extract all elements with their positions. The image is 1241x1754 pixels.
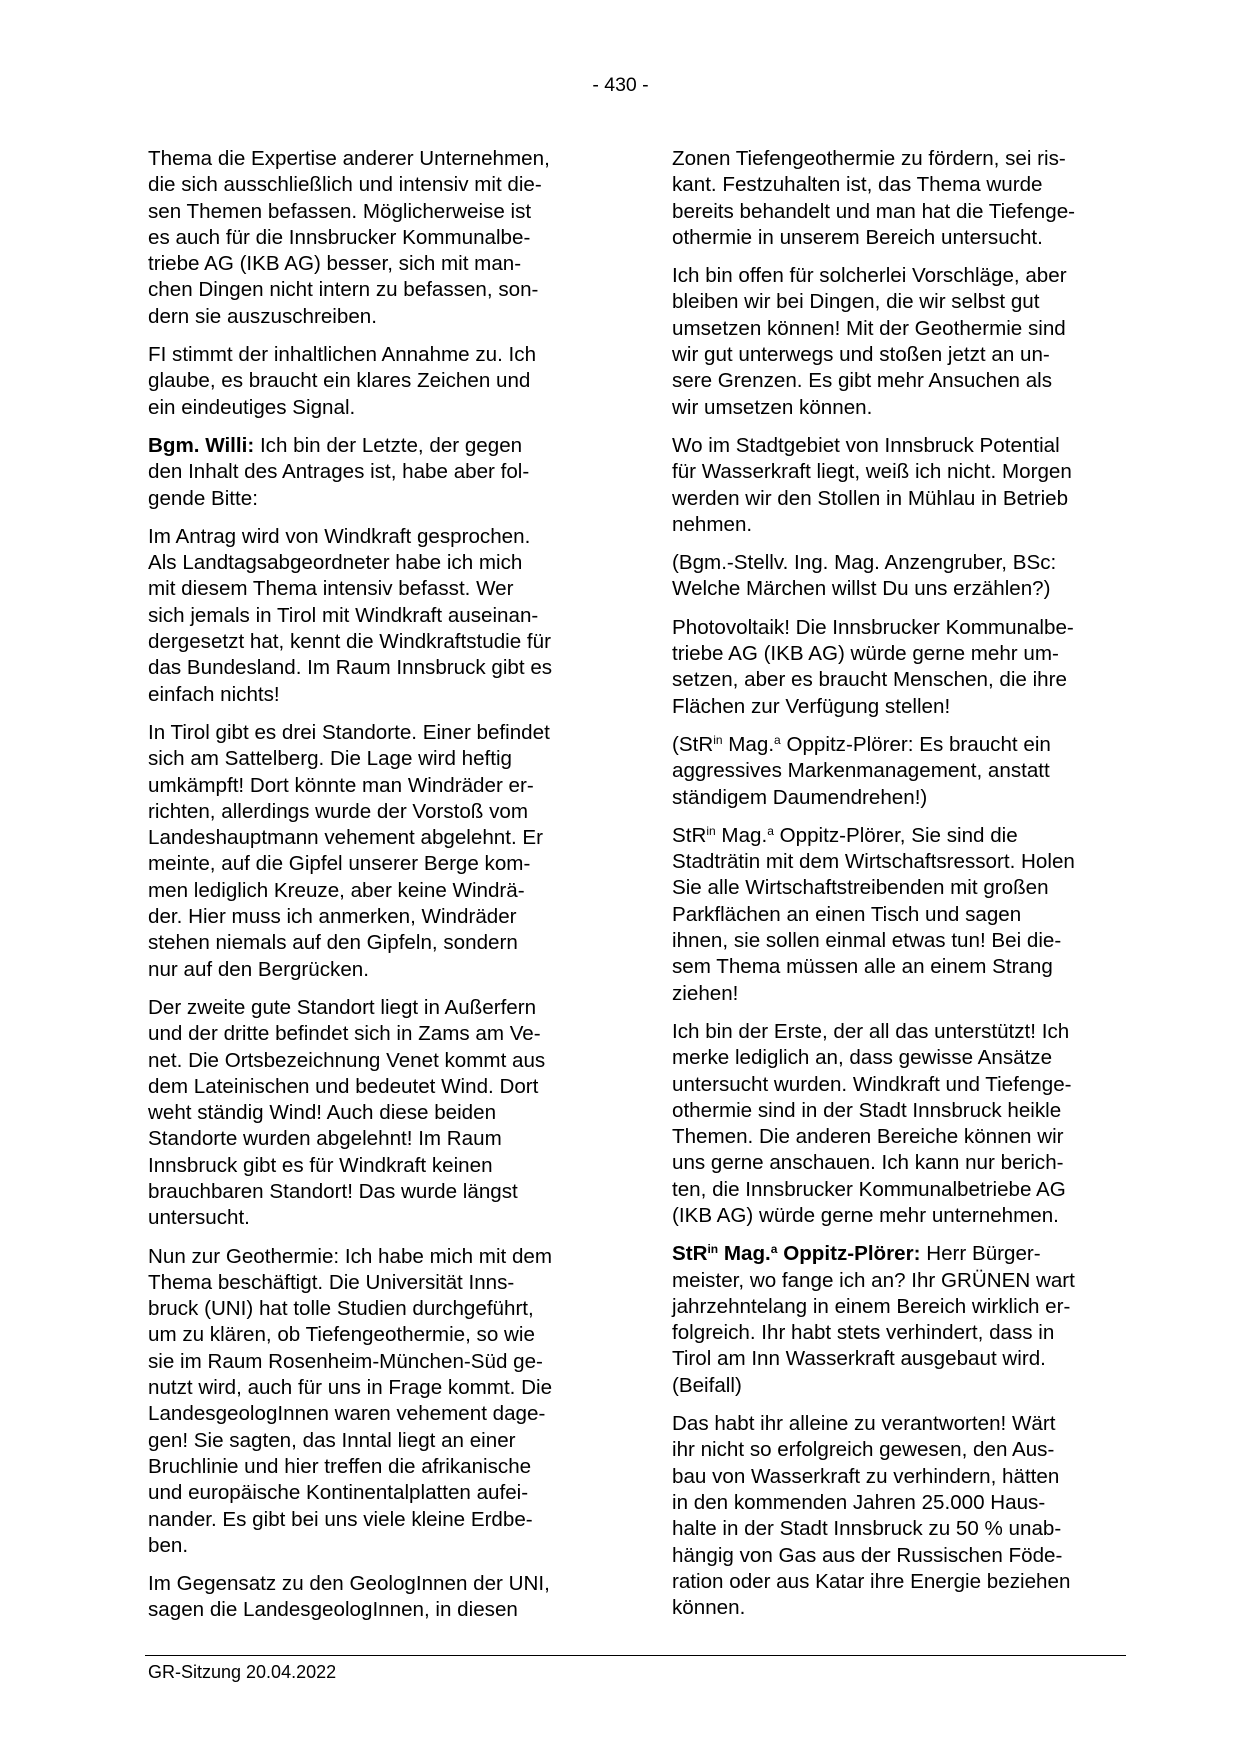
paragraph: Ich bin offen für solcherlei Vorschläge, aber bleiben wir bei Dingen, die wir selbst gut umsetzen können! Mit der Geothermie sind wir gut unterwegs und stoßen jetzt an un- sere Grenzen. Es gibt mehr Ansuchen als wir umsetzen können. [672, 264, 1067, 419]
paragraph: Wo im Stadtgebiet von Innsbruck Potential für Wasserkraft liegt, weiß ich nicht. Morgen werden wir den Stollen in Mühlau in Betrieb nehmen. [672, 433, 1072, 536]
interjection: (StR$^{in}$ Mag.$^a$ Oppitz-Plörer: Es braucht ein aggressives Markenmanagement, anstatt ständigem Daumendrehen!) [672, 732, 1051, 809]
paragraph: Nun zur Geothermie: Ich habe mich mit dem Thema beschäftigt. Die Universität Inns- bruck (UNI) hat tolle Studien durchgeführt, um zu klären, ob Tiefengeothermie, so wie sie im Raum Rosenheim-München-Süd ge- nutzt wird, auch für uns in Frage kommt. Die LandesgeologInnen waren vehement dage- gen! Sie sagten, das Inntal liegt an einer Bruchlinie und hier treffen die afrikanische und europäische Kontinentalplatten aufei- nander. Es gibt bei uns viele kleine Erdbe- ben. [148, 1244, 553, 1557]
footer-session-date: GR-Sitzung 20.04.2022 [148, 1662, 337, 1682]
paragraph: Im Gegensatz zu den GeologInnen der UNI, sagen die LandesgeologInnen, in diesen [148, 1572, 550, 1622]
speech-paragraph: StR$^{in}$ Mag.$^a$ Oppitz-Plörer: Herr Bürger- meister, wo fange ich an? Ihr GRÜNEN wart jahrzehntelang in einem Bereich wirklich er- folgreich. Ihr habt stets verhindert, dass in Tirol am Inn Wasserkraft ausgebaut wird. (Beifall) [672, 1242, 1075, 1397]
left-column [148, 146, 608, 1636]
paragraph: In Tirol gibt es drei Standorte. Einer befindet sich am Sattelberg. Die Lage wird heftig umkämpft! Dort könnte man Windräder er- richten, allerdings wurde der Vorstoß vom Landeshauptmann vehement abgelehnt. Er meinte, auf die Gipfel unserer Berge kom- men lediglich Kreuze, aber keine Windrä- der. Hier muss ich anmerken, Windräder stehen niemals auf den Gipfeln, sondern nur auf den Bergrücken. [148, 720, 550, 981]
right-column [672, 146, 1132, 1633]
paragraph: Im Antrag wird von Windkraft gesprochen. Als Landtagsabgeordneter habe ich mich mit diesem Thema intensiv befasst. Wer sich jemals in Tirol mit Windkraft auseinan- dergesetzt hat, kennt die Windkraftstudie für das Bundesland. Im Raum Innsbruck gibt es einfach nichts! [148, 524, 553, 706]
speaker-name: StR$^{in}$ Mag.$^a$ Oppitz-Plörer: [672, 1242, 921, 1266]
page-number: - 430 - [592, 74, 649, 96]
paragraph: FI stimmt der inhaltlichen Annahme zu. Ich glaube, es braucht ein klares Zeichen und ein eindeutiges Signal. [148, 343, 537, 419]
paragraph: Photovoltaik! Die Innsbrucker Kommunalbe- triebe AG (IKB AG) würde gerne mehr um- setzen, aber es braucht Menschen, die ihre Flächen zur Verfügung stellen! [672, 615, 1074, 718]
paragraph: Zonen Tiefengeothermie zu fördern, sei ris- kant. Festzuhalten ist, das Thema wurde bereits behandelt und man hat die Tiefenge- othermie in unserem Bereich untersucht. [672, 147, 1076, 249]
paragraph: Das habt ihr alleine zu verantworten! Wärt ihr nicht so erfolgreich gewesen, den Aus- bau von Wasserkraft zu verhindern, hätten in den kommenden Jahren 25.000 Haus- halte in der Stadt Innsbruck zu 50 % unab- hängig von Gas aus der Russischen Föde- ration oder aus Katar ihre Energie beziehen können. [672, 1412, 1071, 1620]
speaker-name: Bgm. Willi: [148, 433, 255, 457]
paragraph: Ich bin der Erste, der all das unterstützt! Ich merke lediglich an, dass gewisse Ansätze untersucht wurden. Windkraft und Tiefenge- othermie sind in der Stadt Innsbruck heikle Themen. Die anderen Bereiche können wir uns gerne anschauen. Ich kann nur berich- ten, die Innsbrucker Kommunalbetriebe AG (IKB AG) würde gerne mehr unternehmen. [672, 1019, 1072, 1227]
paragraph: Thema die Expertise anderer Unternehmen, die sich ausschließlich und intensiv mit die- sen Themen befassen. Möglicherweise ist es auch für die Innsbrucker Kommunalbe- triebe AG (IKB AG) besser, sich mit man- chen Dingen nicht intern zu befassen, son- dern sie auszuschreiben. [148, 147, 550, 328]
footer-divider [145, 1655, 1126, 1656]
speech-paragraph: Bgm. Willi: Ich bin der Letzte, der gegen den Inhalt des Antrages ist, habe aber fol- gende Bitte: [148, 433, 530, 510]
paragraph: StR$^{in}$ Mag.$^a$ Oppitz-Plörer, Sie sind die Stadträtin mit dem Wirtschaftsressort. Holen Sie alle Wirtschaftstreibenden mit großen Parkflächen an einen Tisch und sagen ihnen, sie sollen einmal etwas tun! Bei die- sem Thema müssen alle an einem Strang ziehen! [672, 823, 1075, 1005]
interjection: (Bgm.-Stellv. Ing. Mag. Anzengruber, BSc: Welche Märchen willst Du uns erzählen?) [672, 551, 1057, 601]
paragraph: Der zweite gute Standort liegt in Außerfern und der dritte befindet sich in Zams am Ve- net. Die Ortsbezeichnung Venet kommt aus dem Lateinischen und bedeutet Wind. Dort weht ständig Wind! Auch diese beiden Standorte wurden abgelehnt! Im Raum Innsbruck gibt es für Windkraft keinen brauchbaren Standort! Das wurde längst untersucht. [148, 995, 546, 1230]
